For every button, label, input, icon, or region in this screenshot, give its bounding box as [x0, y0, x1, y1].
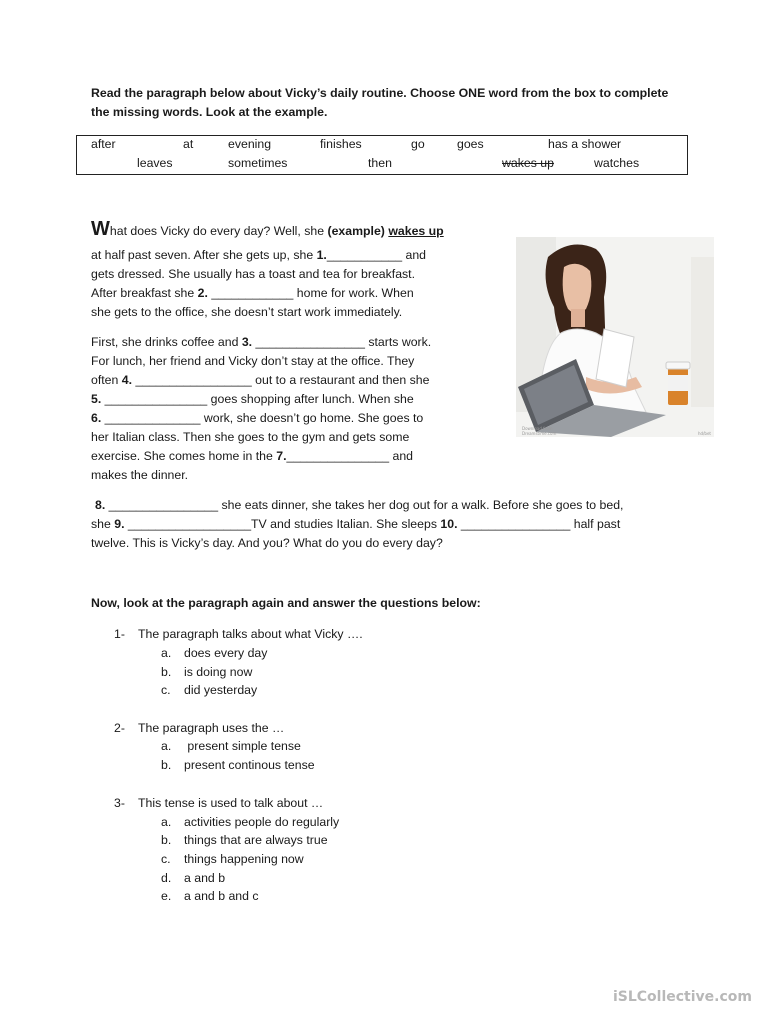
gap-8-blank: ________________ she eats dinner, she takes her dog out for a walk. Before she goes to bed,	[105, 498, 624, 512]
watermark-text-2: Dreamstime.com	[522, 431, 557, 436]
drop-cap: W	[91, 218, 110, 240]
paragraph-1-line-1: What does Vicky do every day? Well, she (example) wakes up	[91, 218, 444, 240]
paragraph-2-line-3: often 4. _________________ out to a restaurant and then she	[91, 373, 430, 387]
q3-option-e-letter: e.	[161, 889, 172, 903]
q3-option-c: things happening now	[184, 852, 304, 866]
gap-6-blank: ______________ work, she doesn’t go home. She goes to	[101, 411, 424, 425]
gap-10-blank: ________________ half past	[457, 517, 621, 531]
gap-3-number: 3.	[241, 335, 253, 349]
question-1-number: 1-	[114, 627, 125, 641]
word-go: go	[411, 137, 425, 151]
gap-4-number: 4.	[121, 373, 133, 387]
paragraph-1-line-4: After breakfast she 2. ____________ home for work. When	[91, 286, 414, 300]
watermark-text-3: hd/bet	[698, 431, 711, 436]
instructions-line-1: Read the paragraph below about Vicky’s daily routine. Choose ONE word from the box to complete	[91, 86, 669, 100]
q3-option-d: a and b	[184, 871, 226, 885]
gap-5-blank: _______________ goes shopping after lunch. When she	[101, 392, 414, 406]
word-goes: goes	[457, 137, 484, 151]
word-sometimes: sometimes	[228, 156, 288, 170]
paragraph-2-line-5	[91, 409, 423, 428]
q1-option-b-letter: b.	[161, 665, 172, 679]
q1-option-c: did yesterday	[184, 683, 258, 697]
gap-2-number: 2.	[197, 286, 208, 300]
q3-option-a: activities people do regularly	[184, 815, 340, 829]
watermark-text-1: Download from	[522, 426, 553, 431]
questions-heading: Now, look at the paragraph again and answer the questions below:	[91, 596, 481, 610]
gap-7-number: 7.	[276, 449, 287, 463]
q1-option-b: is doing now	[184, 665, 253, 679]
paragraph-1-line-3: gets dressed. She usually has a toast and tea for breakfast.	[91, 267, 416, 281]
word-box	[76, 135, 688, 175]
instructions	[91, 84, 691, 122]
gap-7-blank: _______________ and	[286, 449, 414, 463]
gap-9-blank: __________________TV and studies Italian. She sleeps	[124, 517, 441, 531]
question-2-text: The paragraph uses the …	[138, 721, 285, 735]
gap-6-number: 6.	[91, 411, 102, 425]
q3-option-b-letter: b.	[161, 833, 172, 847]
question-1-text: The paragraph talks about what Vicky ….	[138, 627, 363, 641]
paragraph-2-line-4	[91, 390, 414, 409]
q1-option-c-letter: c.	[161, 683, 171, 697]
paragraph-1-line-2: at half past seven. After she gets up, she 1.___________ and	[91, 248, 427, 262]
photo-illustration	[516, 237, 714, 437]
paragraph-2-line-8: makes the dinner.	[91, 468, 189, 482]
q3-option-c-letter: c.	[161, 852, 171, 866]
q2-option-b-letter: b.	[161, 758, 172, 772]
word-after: after	[91, 137, 116, 151]
q1-option-a: does every day	[184, 646, 268, 660]
gap-8-number: 8.	[95, 498, 106, 512]
q2-option-b: present continous tense	[184, 758, 315, 772]
gap-1-number: 1.	[316, 248, 327, 262]
gap-3-blank: ________________ starts work.	[252, 335, 432, 349]
woman-with-laptop-photo	[516, 237, 714, 437]
footer-brand: iSLCollective.com	[612, 989, 752, 1005]
q2-option-a: present simple tense	[184, 739, 301, 753]
gap-9-number: 9.	[114, 517, 125, 531]
q3-option-b: things that are always true	[184, 833, 328, 847]
paragraph-1-line-5: she gets to the office, she doesn’t start work immediately.	[91, 305, 403, 319]
word-watches: watches	[594, 156, 640, 170]
q1-option-a-letter: a.	[161, 646, 172, 660]
gap-10-number: 10.	[440, 517, 458, 531]
word-has-a-shower: has a shower	[548, 137, 622, 151]
paragraph-2-line-7: exercise. She comes home in the 7._______________ and	[91, 449, 414, 463]
paragraph-3-line-1	[95, 496, 623, 515]
q3-option-e: a and b and c	[184, 889, 259, 903]
word-finishes: finishes	[320, 137, 362, 151]
word-then: then	[368, 156, 392, 170]
word-wakes-up: wakes up	[502, 156, 554, 170]
q2-option-a-letter: a.	[161, 739, 172, 753]
example-label: (example)	[327, 224, 385, 238]
instructions-line-2: the missing words. Look at the example.	[91, 105, 328, 119]
q3-option-a-letter: a.	[161, 815, 172, 829]
paragraph-2-line-1: First, she drinks coffee and 3. ________________ starts work.	[91, 335, 432, 349]
example-answer: wakes up	[388, 224, 444, 238]
gap-1-blank: ___________ and	[326, 248, 427, 262]
word-at: at	[183, 137, 194, 151]
question-3-number: 3-	[114, 796, 125, 810]
gap-2-blank: ____________ home for work. When	[207, 286, 414, 300]
gap-4-blank: _________________ out to a restaurant and then she	[132, 373, 430, 387]
word-leaves: leaves	[137, 156, 173, 170]
gap-5-number: 5.	[91, 392, 102, 406]
paragraph-3-line-3: twelve. This is Vicky’s day. And you? What do you do every day?	[91, 536, 443, 550]
question-2-number: 2-	[114, 721, 125, 735]
paragraph-3-line-2: she 9. __________________TV and studies Italian. She sleeps 10. ________________ half past	[91, 517, 621, 531]
paragraph-2-line-2: For lunch, her friend and Vicky don’t stay at the office. They	[91, 354, 415, 368]
word-evening: evening	[228, 137, 272, 151]
paragraph-2-line-6: her Italian class. Then she goes to the gym and gets some	[91, 430, 410, 444]
q3-option-d-letter: d.	[161, 871, 172, 885]
question-3-text: This tense is used to talk about …	[138, 796, 324, 810]
